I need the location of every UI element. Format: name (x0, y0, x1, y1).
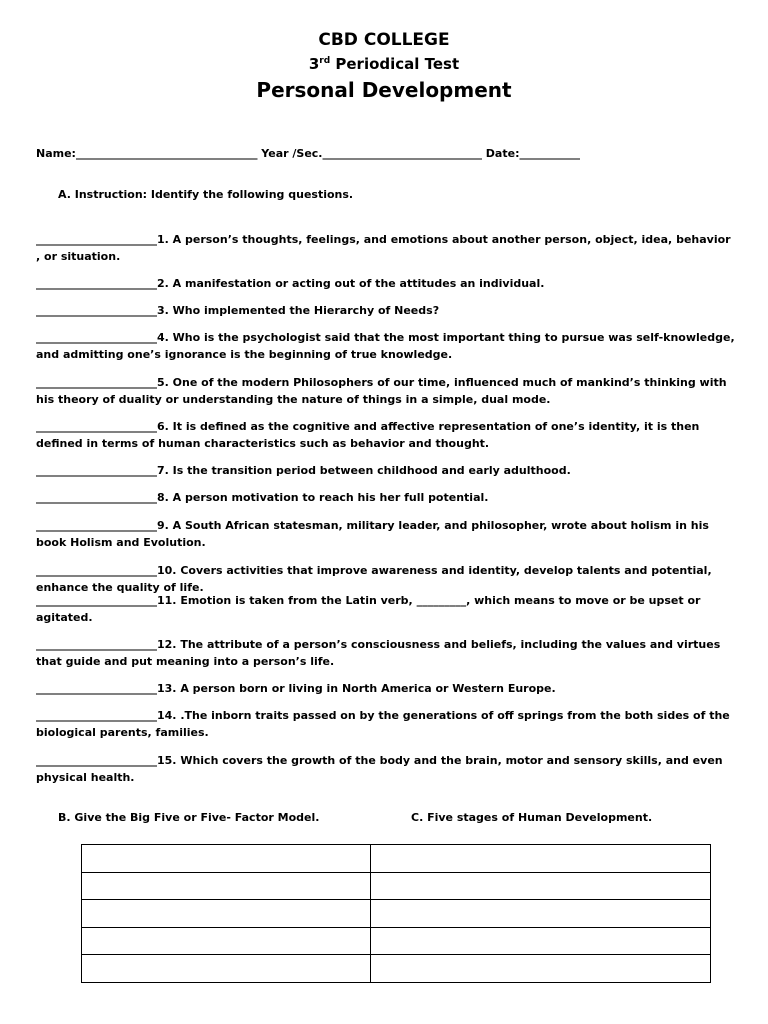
question-text: 13. A person born or living in North America or Western Europe. (157, 682, 556, 695)
question-item (36, 753, 736, 786)
big-five-answer-cell[interactable] (82, 927, 371, 955)
question-item (36, 232, 736, 265)
test-title-text: Periodical Test (330, 55, 460, 73)
question-item (36, 276, 736, 293)
answer-blank: ______________________ (36, 594, 157, 607)
question-item (36, 563, 736, 596)
test-ordinal-suffix: rd (319, 56, 331, 66)
test-number: 3 (308, 55, 320, 73)
question-item (36, 419, 736, 452)
section-c-heading: C. Five stages of Human Development. (411, 811, 653, 824)
table-row (82, 845, 711, 873)
student-info-line: Name:_________________________________ Year /Sec._____________________________ Date:___________ (36, 147, 580, 160)
question-item (36, 303, 736, 320)
section-b-heading: B. Give the Big Five or Five- Factor Model. (58, 811, 320, 824)
question-text: 2. A manifestation or acting out of the attitudes an individual. (157, 277, 545, 290)
table-row (82, 872, 711, 900)
question-text: 5. One of the modern Philosophers of our time, influenced much of mankind’s thinking with his theory of duality or understanding the nature of things in a simple, dual mode. (36, 376, 727, 406)
question-text: 4. Who is the psychologist said that the most important thing to pursue was self-knowledge, and admitting one’s ignorance is the beginning of true knowledge. (36, 331, 735, 361)
question-text: 14. .The inborn traits passed on by the generations of off springs from the both sides of the biological parents, families. (36, 709, 730, 739)
development-stage-answer-cell[interactable] (371, 872, 711, 900)
answer-blank: ______________________ (36, 754, 157, 767)
question-text: 12. The attribute of a person’s consciousness and beliefs, including the values and virtues that guide and put meaning into a person’s life. (36, 638, 721, 668)
answer-blank: ______________________ (36, 304, 157, 317)
answer-blank: ______________________ (36, 682, 157, 695)
question-item (36, 330, 736, 363)
answer-blank: ______________________ (36, 709, 157, 722)
question-text: 7. Is the transition period between childhood and early adulthood. (157, 464, 571, 477)
big-five-answer-cell[interactable] (82, 872, 371, 900)
answer-blank: ______________________ (36, 491, 157, 504)
table-row (82, 927, 711, 955)
question-text: 8. A person motivation to reach his her full potential. (157, 491, 489, 504)
question-item (36, 463, 736, 480)
development-stage-answer-cell[interactable] (371, 900, 711, 928)
college-name: CBD COLLEGE (318, 30, 450, 50)
subject-title: Personal Development (256, 78, 512, 102)
question-text: 10. Covers activities that improve awareness and identity, develop talents and potential, enhance the quality of life. (36, 564, 712, 594)
answer-blank: ______________________ (36, 233, 157, 246)
section-a-instruction: A. Instruction: Identify the following questions. (58, 188, 354, 201)
question-text: 3. Who implemented the Hierarchy of Needs? (157, 304, 440, 317)
development-stage-answer-cell[interactable] (371, 927, 711, 955)
big-five-answer-cell[interactable] (82, 955, 371, 983)
question-item (36, 375, 736, 408)
question-item (36, 637, 736, 670)
big-five-answer-cell[interactable] (82, 900, 371, 928)
table-row (82, 955, 711, 983)
question-item (36, 490, 736, 507)
answer-blank: ______________________ (36, 331, 157, 344)
answer-blank: ______________________ (36, 277, 157, 290)
question-text: 15. Which covers the growth of the body and the brain, motor and sensory skills, and even physical health. (36, 754, 723, 784)
answer-blank: ______________________ (36, 420, 157, 433)
answer-blank: ______________________ (36, 464, 157, 477)
question-item (36, 593, 736, 626)
answer-blank: ______________________ (36, 638, 157, 651)
question-text: 1. A person’s thoughts, feelings, and emotions about another person, object, idea, behavior , or situation. (36, 233, 731, 263)
development-stage-answer-cell[interactable] (371, 845, 711, 873)
answer-blank: ______________________ (36, 564, 157, 577)
development-stage-answer-cell[interactable] (371, 955, 711, 983)
question-text: 9. A South African statesman, military leader, and philosopher, wrote about holism in his book Holism and Evolution. (36, 519, 709, 549)
table-row (82, 900, 711, 928)
question-item (36, 518, 736, 551)
question-item (36, 681, 736, 698)
question-text: 11. Emotion is taken from the Latin verb, _________, which means to move or be upset or agitated. (36, 594, 701, 624)
question-item (36, 708, 736, 741)
big-five-answer-cell[interactable] (82, 845, 371, 873)
answer-table (81, 844, 711, 983)
question-text: 6. It is defined as the cognitive and affective representation of one’s identity, it is then defined in terms of human characteristics such as behavior and thought. (36, 420, 700, 450)
answer-blank: ______________________ (36, 519, 157, 532)
answer-blank: ______________________ (36, 376, 157, 389)
test-title (0, 55, 768, 73)
